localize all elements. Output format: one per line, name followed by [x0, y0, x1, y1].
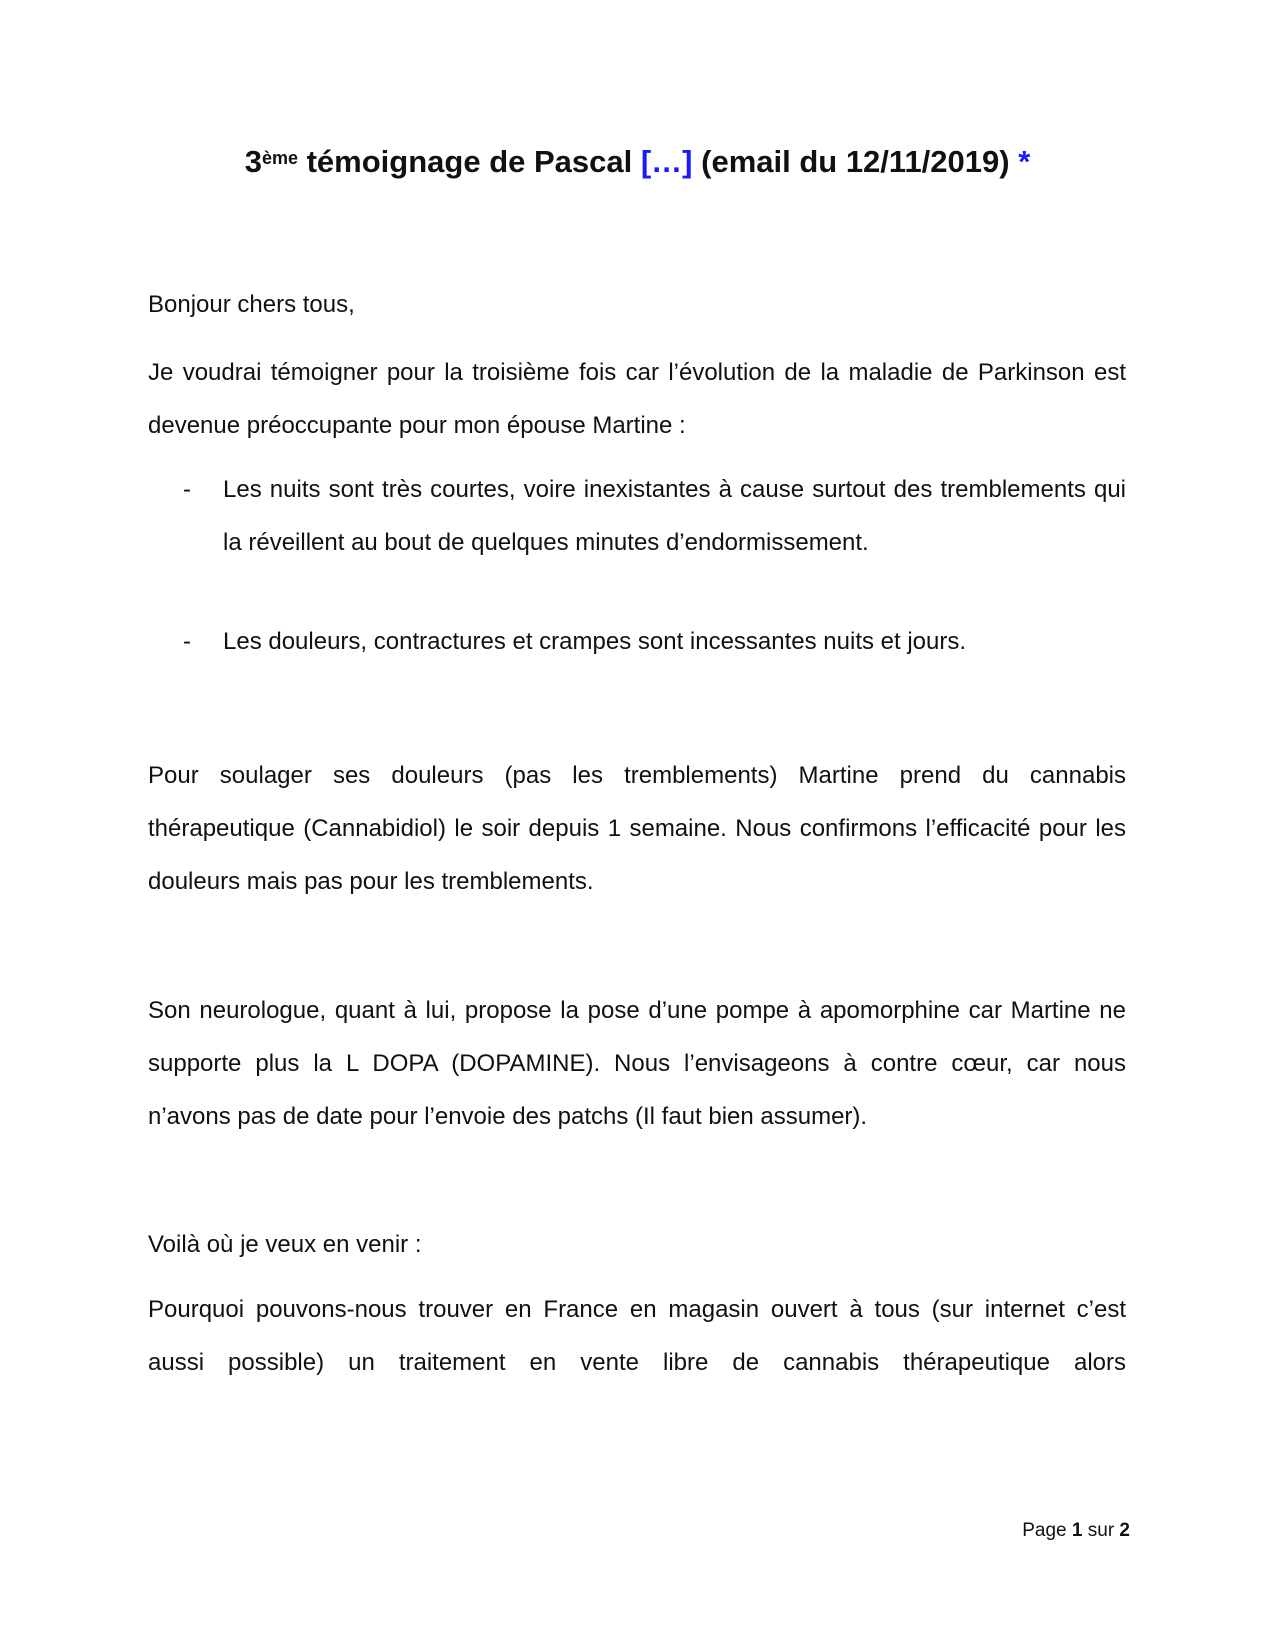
- page-separator: sur: [1082, 1520, 1120, 1541]
- title-ordinal: 3: [244, 144, 262, 179]
- bullet-text: Les nuits sont très courtes, voire inexistantes à cause surtout des tremblements qui la réveillent au bout de quelques minutes d’endormissement.: [223, 476, 1126, 556]
- page-number: [1022, 1518, 1130, 1544]
- pourquoi-paragraph: Pourquoi pouvons-nous trouver en France en magasin ouvert à tous (sur internet c’est aussi possible) un traitement en vente libre de cannabis thérapeutique alors: [148, 1296, 1126, 1376]
- page-current: 1: [1071, 1520, 1083, 1541]
- title-main: témoignage de Pascal: [298, 144, 641, 179]
- document-title: [0, 142, 1275, 182]
- greeting-paragraph: Bonjour chers tous,: [148, 291, 355, 318]
- page-total: 2: [1119, 1520, 1130, 1541]
- voila-paragraph: Voilà où je veux en venir :: [148, 1231, 422, 1258]
- bullet-text: Les douleurs, contractures et crampes sont incessantes nuits et jours.: [223, 628, 967, 655]
- title-ordinal-suffix: ème: [261, 148, 298, 168]
- cannabis-paragraph: Pour soulager ses douleurs (pas les tremblements) Martine prend du cannabis thérapeutique (Cannabidiol) le soir depuis 1 semaine. Nous confirmons l’efficacité pour les douleurs mais pas pour les tremblements.: [148, 762, 1126, 895]
- bullet-marker: -: [183, 476, 191, 503]
- neurologue-paragraph: Son neurologue, quant à lui, propose la pose d’une pompe à apomorphine car Martine ne supporte plus la L DOPA (DOPAMINE). Nous l’envisageons à contre cœur, car nous n’avons pas de date pour l’envoie des patchs (Il faut bien assumer).: [148, 997, 1126, 1130]
- title-asterisk: *: [1018, 144, 1031, 179]
- bullet-marker: -: [183, 628, 191, 655]
- title-email-date: (email du 12/11/2019): [692, 144, 1019, 179]
- page-label: Page: [1022, 1520, 1072, 1541]
- title-ellipsis: […]: [640, 144, 693, 179]
- intro-paragraph: Je voudrai témoigner pour la troisième fois car l’évolution de la maladie de Parkinson est devenue préoccupante pour mon épouse Martine :: [148, 359, 1126, 439]
